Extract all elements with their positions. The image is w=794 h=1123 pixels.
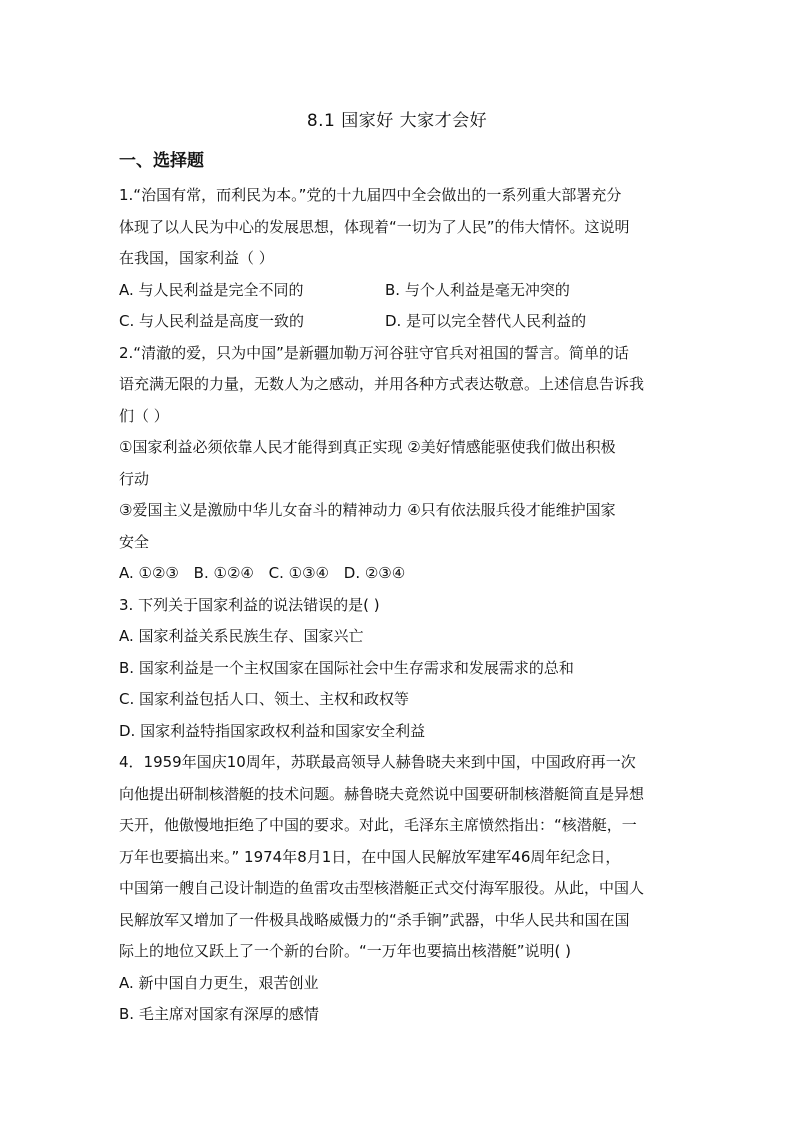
question-4-stem-line: 万年也要搞出来。” 1974年8月1日，在中国人民解放军建军46周年纪念日， bbox=[119, 847, 621, 866]
question-4-stem-line: 天开，他傲慢地拒绝了中国的要求。对此，毛泽东主席愤然指出：“核潜艇，一 bbox=[119, 816, 637, 834]
question-1 bbox=[119, 180, 679, 338]
question-2-option-b: B. ①②④ bbox=[193, 564, 254, 582]
question-4-stem-line: 民解放军又增加了一件极具战略威慑力的“杀手锏”武器，中华人民共和国在国 bbox=[119, 910, 630, 929]
question-2-statement-line: ①国家利益必须依靠人民才能得到真正实现 ②美好情感能驱使我们做出积极 bbox=[119, 438, 616, 456]
question-1-stem-line: 1.“治国有常，而利民为本。”党的十九届四中全会做出的一系列重大部署充分 bbox=[119, 186, 622, 204]
question-3-option-a: A. 国家利益关系民族生存、国家兴亡 bbox=[119, 627, 364, 645]
question-4-option-b: B. 毛主席对国家有深厚的感情 bbox=[119, 1005, 319, 1023]
question-3 bbox=[119, 590, 679, 748]
question-4-stem-line: 4．1959年国庆10周年，苏联最高领导人赫鲁晓夫来到中国，中国政府再一次 bbox=[119, 753, 636, 771]
question-2-stem-line: 语充满无限的力量，无数人为之感动，并用各种方式表达敬意。上述信息告诉我 bbox=[119, 375, 645, 393]
question-2-option-d: D. ②③④ bbox=[343, 564, 406, 582]
question-2-stem-line: 们（ ） bbox=[119, 406, 169, 425]
question-3-option-d: D. 国家利益特指国家政权利益和国家安全利益 bbox=[119, 721, 426, 740]
section-heading: 一、选择题 bbox=[119, 151, 204, 171]
question-4-option-a: A. 新中国自力更生，艰苦创业 bbox=[119, 973, 319, 992]
question-2-stem-line: 2.“清澈的爱，只为中国”是新疆加勒万河谷驻守官兵对祖国的誓言。简单的话 bbox=[119, 343, 629, 362]
question-1-stem-line: 体现了以人民为中心的发展思想，体现着“一切为了人民”的伟大情怀。这说明 bbox=[119, 217, 630, 236]
question-1-options-row bbox=[119, 306, 679, 338]
question-4-stem-line: 中国第一艘自己设计制造的鱼雷攻击型核潜艇正式交付海军服役。从此，中国人 bbox=[119, 879, 645, 897]
question-2-statement-line: ③爱国主义是激励中华儿女奋斗的精神动力 ④只有依法服兵役才能维护国家 bbox=[119, 501, 616, 519]
question-3-option-b: B. 国家利益是一个主权国家在国际社会中生存需求和发展需求的总和 bbox=[119, 658, 574, 677]
question-2-option-c: C. ①③④ bbox=[268, 564, 329, 582]
question-1-options-row bbox=[119, 275, 679, 307]
question-2-statement-line: 安全 bbox=[119, 532, 150, 551]
page-title: 8.1 国家好 大家才会好 bbox=[306, 111, 488, 131]
question-1-option-c: C. 与人民利益是高度一致的 bbox=[119, 312, 305, 330]
question-list bbox=[119, 180, 679, 1031]
question-2-statement-line: 行动 bbox=[119, 469, 150, 488]
question-1-option-b: B. 与个人利益是毫无冲突的 bbox=[385, 280, 570, 299]
question-1-option-d: D. 是可以完全替代人民利益的 bbox=[385, 312, 587, 330]
question-2-options-row bbox=[119, 558, 679, 590]
question-4 bbox=[119, 747, 679, 1031]
question-4-stem-line: 际上的地位又跃上了一个新的台阶。“一万年也要搞出核潜艇”说明( ) bbox=[119, 942, 572, 960]
question-1-stem-line: 在我国，国家利益（ ） bbox=[119, 249, 274, 267]
question-2 bbox=[119, 338, 679, 590]
question-3-stem: 3. 下列关于国家利益的说法错误的是( ) bbox=[119, 595, 380, 614]
question-3-option-c: C. 国家利益包括人口、领土、主权和政权等 bbox=[119, 690, 410, 708]
question-4-stem-line: 向他提出研制核潜艇的技术问题。赫鲁晓夫竟然说中国要研制核潜艇简直是异想 bbox=[119, 784, 645, 803]
question-1-option-a: A. 与人民利益是完全不同的 bbox=[119, 280, 304, 299]
question-2-option-a: A. ①②③ bbox=[119, 564, 179, 582]
